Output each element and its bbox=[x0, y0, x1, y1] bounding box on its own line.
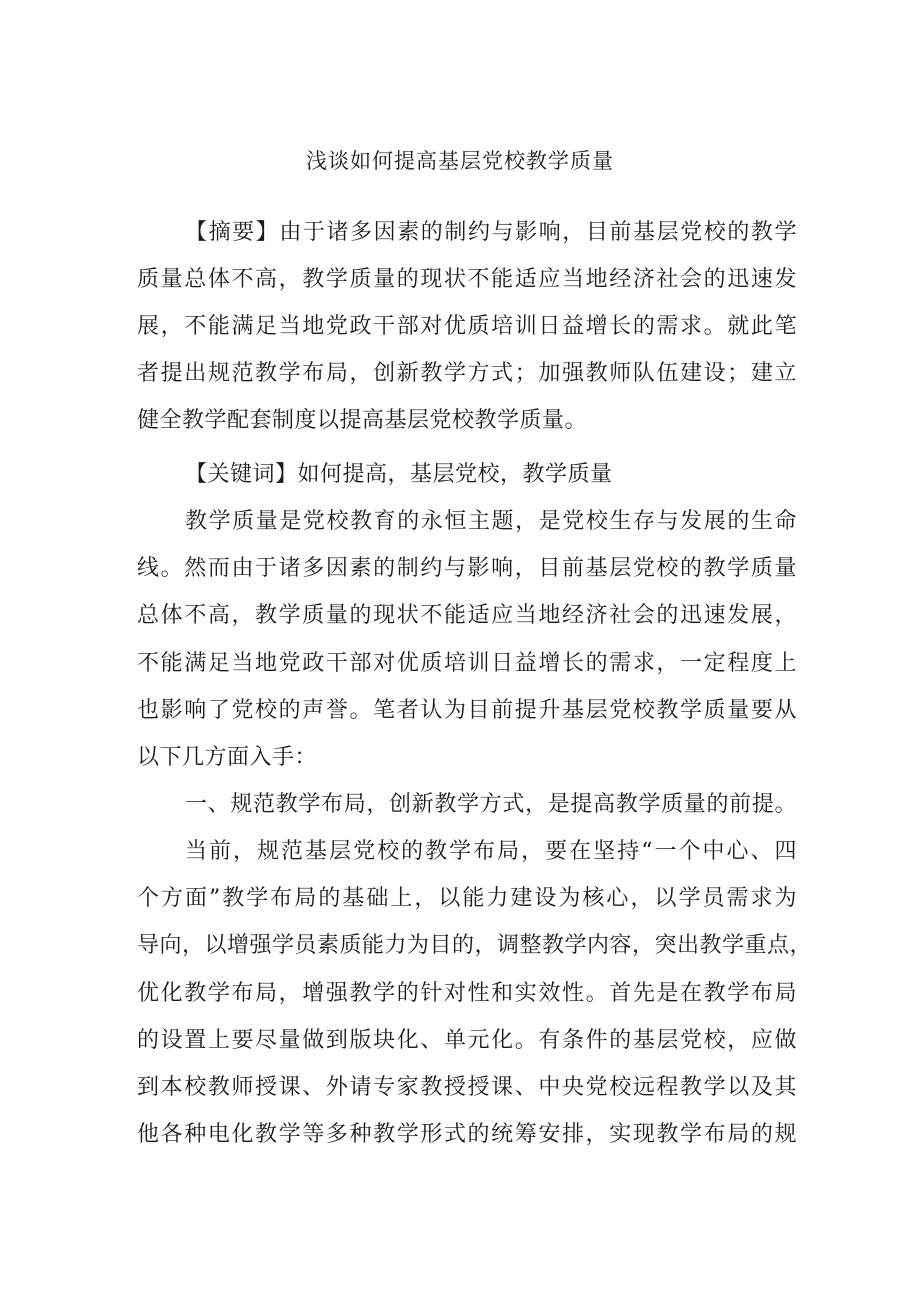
text-line: 展，不能满足当地党政干部对优质培训日益增长的需求。就此笔 bbox=[137, 314, 797, 339]
text-line: 当前，规范基层党校的教学布局，要在坚持“一个中心、四 bbox=[185, 839, 797, 864]
text-line: 的设置上要尽量做到版块化、单元化。有条件的基层党校，应做 bbox=[137, 1028, 797, 1053]
keywords-line: 【关键词】如何提高，基层党校，教学质量 bbox=[185, 462, 613, 487]
section-heading: 一、规范教学布局，创新教学方式，是提高教学质量的前提。 bbox=[185, 792, 797, 817]
text-line: 健全教学配套制度以提高基层党校教学质量。 bbox=[137, 408, 588, 433]
text-line: 质量总体不高，教学质量的现状不能适应当地经济社会的迅速发 bbox=[137, 267, 797, 292]
text-line: 也影响了党校的声誉。笔者认为目前提升基层党校教学质量要从 bbox=[137, 698, 797, 723]
text-line: 以下几方面入手： bbox=[137, 745, 318, 770]
text-line: 导向，以增强学员素质能力为目的，调整教学内容，突出教学重点， bbox=[137, 933, 813, 958]
text-line: 不能满足当地党政干部对优质培训日益增长的需求，一定程度上 bbox=[137, 651, 797, 676]
document-title: 浅谈如何提高基层党校教学质量 bbox=[306, 149, 614, 173]
text-line: 线。然而由于诸多因素的制约与影响，目前基层党校的教学质量 bbox=[137, 556, 797, 581]
text-line: 个方面”教学布局的基础上，以能力建设为核心，以学员需求为 bbox=[137, 886, 797, 911]
text-line: 【摘要】由于诸多因素的制约与影响，目前基层党校的教学 bbox=[185, 220, 797, 245]
text-line: 他各种电化教学等多种教学形式的统筹安排，实现教学布局的规 bbox=[137, 1122, 797, 1147]
text-line: 教学质量是党校教育的永恒主题，是党校生存与发展的生命 bbox=[185, 509, 797, 534]
text-line: 总体不高，教学质量的现状不能适应当地经济社会的迅速发展， bbox=[137, 603, 797, 628]
text-line: 者提出规范教学布局，创新教学方式；加强教师队伍建设；建立 bbox=[137, 361, 797, 386]
text-line: 优化教学布局，增强教学的针对性和实效性。首先是在教学布局 bbox=[137, 981, 797, 1006]
text-line: 到本校教师授课、外请专家教授授课、中央党校远程教学以及其 bbox=[137, 1075, 797, 1100]
